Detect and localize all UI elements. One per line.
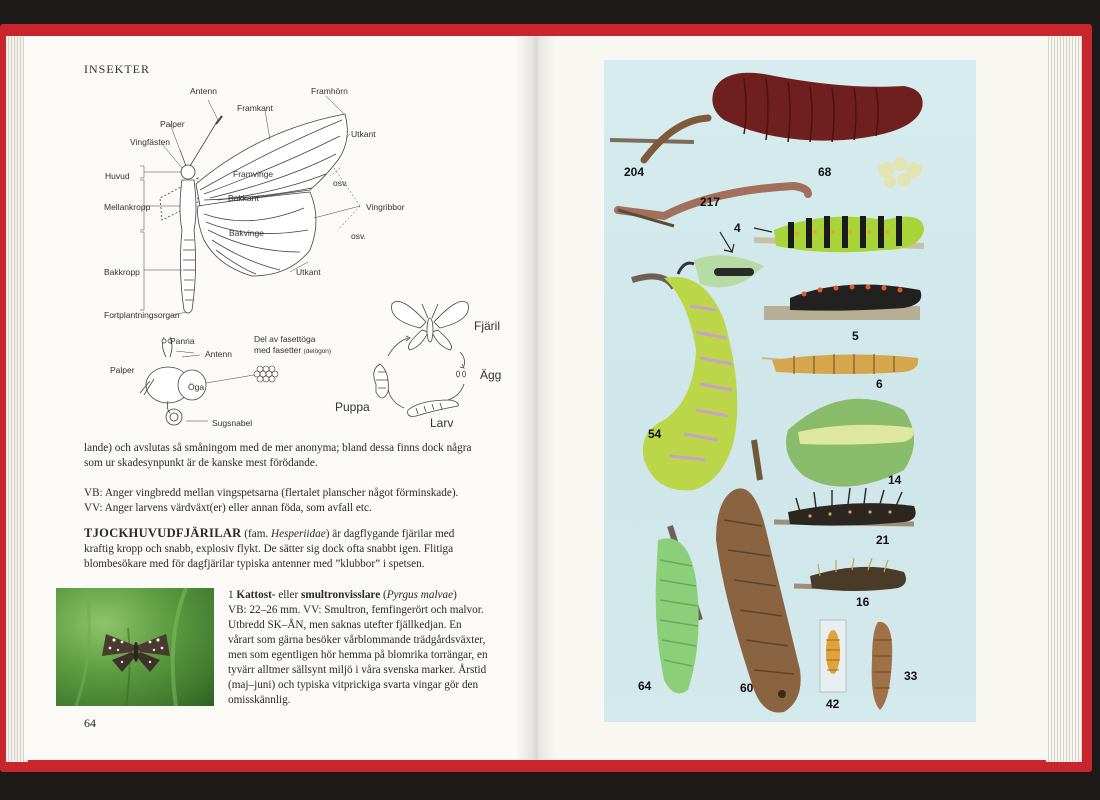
label-fasettoga-1: Del av fasettöga [254, 334, 316, 344]
plate-number-68: 68 [818, 165, 832, 179]
running-header: INSEKTER [84, 62, 150, 76]
plate-number-54: 54 [648, 427, 662, 441]
grizzled-skipper-illustration [56, 588, 214, 706]
label-bakvinge: Bakvinge [229, 228, 264, 238]
label-framkant: Framkant [237, 103, 273, 113]
book-gutter [516, 36, 556, 760]
species-description: VB: 22–26 mm. VV: Smultron, femfingerört och malvor. Utbredd SK–ÅN, men saknas utefter fjällkedjan. En vårart som gärna besöker vårblommande trädgårdsväxter, men som egentligen hör hemma på blomrika torrängar, en tyvärr alltmer sällsynt miljö i våra svenska marker. Årstid (maj–juni) och typiska vitprickiga svarta vingar gör den omisskännlig. [228, 604, 488, 706]
label-puppa: Puppa [335, 400, 370, 414]
label-palper-head: Palper [110, 365, 135, 375]
plate-number-5: 5 [852, 329, 859, 343]
plate-number-21: 21 [876, 533, 890, 547]
caterpillar-plate-illustration [604, 60, 976, 722]
label-panna: Panna [170, 336, 195, 346]
species-number: 1 [228, 589, 234, 601]
label-larv: Larv [430, 416, 454, 430]
label-framhorn: Framhörn [311, 86, 348, 96]
label-utkant-bottom: Utkant [296, 267, 321, 277]
label-oga: Öga [188, 382, 205, 392]
section-title: TJOCKHUVUDFJÄRILAR [84, 526, 242, 540]
label-sugsnabel: Sugsnabel [212, 418, 253, 428]
label-vingribbor: Vingribbor [366, 202, 405, 212]
label-vingfasten: Vingfästen [130, 137, 171, 147]
label-mellankropp: Mellankropp [104, 202, 151, 212]
plate-number-42: 42 [826, 697, 840, 711]
plate-number-60: 60 [740, 681, 754, 695]
label-framvinge: Framvinge [233, 169, 274, 179]
label-agg: Ägg [480, 368, 502, 382]
species-photo [56, 588, 214, 706]
page-number: 64 [84, 716, 96, 730]
caterpillar-plate [604, 60, 976, 722]
paragraph-intro: lande) och avslutas så småningom med de mer anonyma; bland dessa finns dock några som ur skadesynpunkt är de kanske mest förödande. [84, 442, 472, 469]
label-bakkropp: Bakkropp [104, 267, 140, 277]
label-huvud: Huvud [105, 171, 130, 181]
plate-number-6: 6 [876, 377, 883, 391]
life-cycle-diagram [360, 292, 480, 422]
plate-number-16: 16 [856, 595, 870, 609]
plate-number-217: 217 [700, 195, 721, 209]
label-antenn-head: Antenn [205, 349, 232, 359]
label-fjaril: Fjäril [474, 319, 500, 333]
label-palper: Palper [160, 119, 185, 129]
label-antenn: Antenn [190, 86, 217, 96]
section-heading-hesperiidae: TJOCKHUVUDFJÄRILAR (fam. Hesperiidae) är dagflygande fjärilar med kraftig kropp och snabb, explosiv flykt. De sätter sig dock ofta snabbt igen. Flitiga blombesökare med för dagfjärilar typiska antenner med ”klubbor” i spetsen. [84, 526, 455, 570]
label-fortplantningsorgan: Fortplantningsorgan [104, 310, 180, 320]
label-osv-1: osv. [333, 178, 348, 188]
plate-number-64: 64 [638, 679, 652, 693]
label-utkant-top: Utkant [351, 129, 376, 139]
plate-number-33: 33 [904, 669, 918, 683]
page-edges-right [1046, 36, 1082, 762]
vb-definition: VB: Anger vingbredd mellan vingspetsarna (flertalet planscher något förminskade). [84, 487, 459, 499]
vv-definition: VV: Anger larvens värdväxt(er) eller annan föda, som avfall etc. [84, 502, 372, 514]
species-entry: 1 Kattost- eller smultronvisslare (Pyrgus malvae) VB: 22–26 mm. VV: Smultron, femfingerört och malvor. Utbredd SK–ÅN, men saknas utefter fjällkedjan. En vårart som gärna besöker vårblommande trädgårdsväxter, men som egentligen hör hemma på blomrika torrängar, en tyvärr alltmer sällsynt miljö i våra svenska marker. Årstid (maj–juni) och typiska vitprickiga svarta vingar gör den omisskännlig. [228, 588, 490, 708]
plate-number-14: 14 [888, 473, 902, 487]
label-osv-2: osv. [351, 231, 366, 241]
label-fasettoga-2: med fasetter (delögon) [254, 345, 332, 355]
label-bakkant: Bakkant [228, 193, 259, 203]
plate-number-4: 4 [734, 221, 741, 235]
plate-number-204: 204 [624, 165, 645, 179]
